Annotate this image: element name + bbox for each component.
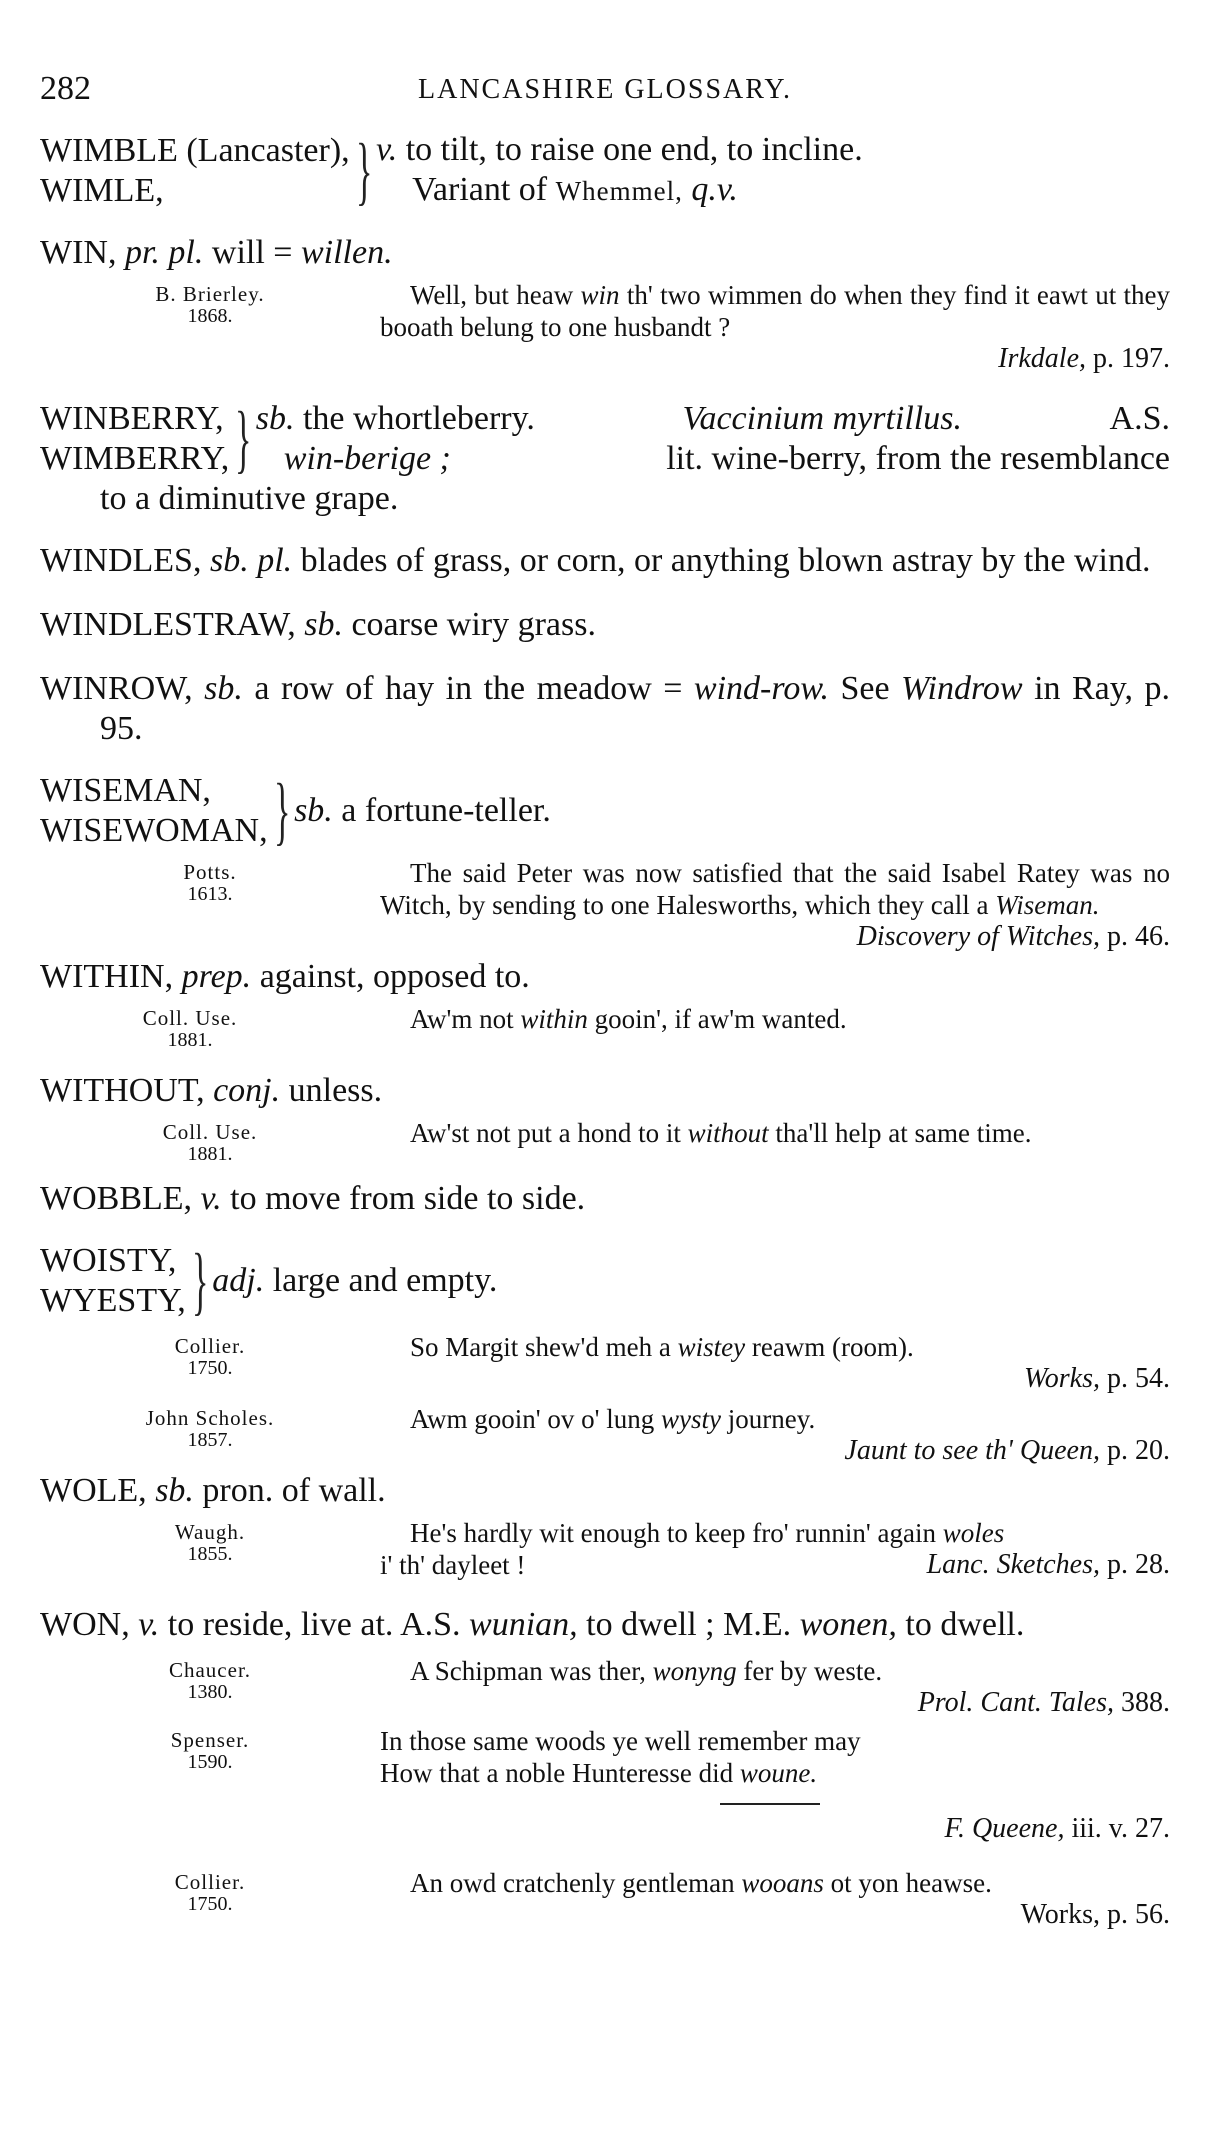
citation-source: Coll. Use. <box>142 1006 238 1030</box>
definition: sb. a fortune-teller. <box>294 792 551 829</box>
headword: WON, <box>40 1606 130 1643</box>
definition: v. to tilt, to raise one end, to incline. Variant of Whemmel, q.v. <box>376 131 863 208</box>
citation-year: 1380. <box>187 1681 233 1703</box>
citation-year: 1881. <box>167 1029 213 1051</box>
headword: WINDLES, <box>40 542 202 579</box>
citation: Collier. 1750. An owd cratchenly gentleman wooans ot yon heawse. Works, p. 56. <box>40 1867 1170 1931</box>
citation-year: 1881. <box>187 1143 233 1165</box>
headword: WIN, <box>40 234 117 271</box>
running-title: LANCASHIRE GLOSSARY. <box>418 74 792 105</box>
headword: WINROW, <box>40 670 193 707</box>
brace-icon: } <box>273 769 291 853</box>
citation: B. Brierley. 1868. Well, but heaw win th' two wimmen do when they find it eawt ut they booath belung to one husbandt ? Irkdale, p. 197. <box>40 279 1170 375</box>
headword: WISEWOMAN, <box>40 812 268 849</box>
citation-source: Waugh. <box>174 1520 246 1544</box>
citation: Chaucer. 1380. A Schipman was ther, wonyng fer by weste. Prol. Cant. Tales, 388. <box>40 1655 1170 1719</box>
citation-year: 1750. <box>187 1893 233 1915</box>
citation-source: Collier. <box>174 1870 246 1894</box>
entry-wiseman <box>40 771 1170 851</box>
citation: Collier. 1750. So Margit shew'd meh a wistey reawm (room). Works, p. 54. <box>40 1331 1170 1395</box>
headword: WITHIN, <box>40 958 174 995</box>
entry-won: WON, v. to reside, live at. A.S. wunian, to dwell ; M.E. wonen, to dwell. <box>40 1606 1025 1643</box>
headword: WIMBERRY, <box>40 440 230 477</box>
citation: Coll. Use. 1881. Aw'st not put a hond to it without tha'll help at same time. <box>40 1117 1170 1165</box>
citation-source: John Scholes. <box>145 1406 275 1430</box>
headword: WOBBLE, <box>40 1180 193 1217</box>
citation: John Scholes. 1857. Awm gooin' ov o' lung wysty journey. Jaunt to see th' Queen, p. 20. <box>40 1403 1170 1467</box>
entry-within: WITHIN, prep. against, opposed to. <box>40 958 530 995</box>
citation: Coll. Use. 1881. Aw'm not within gooin', if aw'm wanted. <box>40 1003 1170 1051</box>
citation-year: 1868. <box>187 305 233 327</box>
citation-year: 1857. <box>187 1429 233 1451</box>
headword: WITHOUT, <box>40 1072 205 1109</box>
entry-wimble <box>40 130 1170 211</box>
headword: WOISTY, <box>40 1242 177 1279</box>
citation: Potts. 1613. The said Peter was now satisfied that the said Isabel Ratey was no Witch, by sending to one Halesworths, which they call a Wiseman. Discovery of Witches, p. 46. <box>40 857 1170 953</box>
citation-year: 1613. <box>187 883 233 905</box>
entry-wobble: WOBBLE, v. to move from side to side. <box>40 1180 586 1217</box>
citation-year: 1590. <box>187 1751 233 1773</box>
headword: WINBERRY, <box>40 400 224 437</box>
entry-without: WITHOUT, conj. unless. <box>40 1072 383 1109</box>
page-header <box>40 70 1170 120</box>
entry-winrow: WINROW, sb. a row of hay in the meadow = wind-row. See Windrow in Ray, p. 95. <box>40 670 1171 747</box>
citation-year: 1855. <box>187 1543 233 1565</box>
definition-continuation: to a diminutive grape. <box>100 480 399 517</box>
citation: Spenser. 1590. In those same woods ye well remember may How that a noble Hunteresse did woune. F. Queene, iii. v. 27. <box>40 1725 1170 1845</box>
brace-icon: } <box>235 397 252 481</box>
citation-source: Collier. <box>174 1334 246 1358</box>
definition: sb. the whortleberry. Vaccinium myrtillus. A.S. win-berige ; lit. wine-berry, from the resemblance <box>255 400 1170 477</box>
headword: WOLE, <box>40 1472 147 1509</box>
citation: Waugh. 1855. He's hardly wit enough to keep fro' runnin' again woles i' th' dayleet ! Lanc. Sketches, p. 28. <box>40 1517 1170 1581</box>
citation-source: B. Brierley. <box>155 282 265 306</box>
brace-icon: } <box>355 128 373 213</box>
headword: WINDLESTRAW, <box>40 606 296 643</box>
entry-windlestraw: WINDLESTRAW, sb. coarse wiry grass. <box>40 606 596 643</box>
page-number: 282 <box>40 70 91 107</box>
citation-source: Potts. <box>183 860 237 884</box>
brace-icon: } <box>191 1239 209 1323</box>
headword: WIMBLE (Lancaster), <box>40 131 350 169</box>
headword: WISEMAN, <box>40 772 211 809</box>
citation-source: Chaucer. <box>168 1658 252 1682</box>
entry-windles: WINDLES, sb. pl. blades of grass, or corn, or anything blown astray by the wind. <box>40 542 1151 579</box>
headword: WYESTY, <box>40 1282 186 1319</box>
headword: WIMLE, <box>40 171 164 209</box>
citation-source: Spenser. <box>170 1728 250 1752</box>
definition: adj. large and empty. <box>212 1262 498 1299</box>
entry-woisty <box>40 1241 1170 1321</box>
entry-win: WIN, pr. pl. will = willen. <box>40 234 393 271</box>
citation-source: Coll. Use. <box>162 1120 258 1144</box>
entry-wole: WOLE, sb. pron. of wall. <box>40 1472 386 1509</box>
section-rule <box>720 1803 820 1805</box>
citation-year: 1750. <box>187 1357 233 1379</box>
dictionary-page <box>40 70 1170 1931</box>
entry-winberry <box>40 399 1170 479</box>
